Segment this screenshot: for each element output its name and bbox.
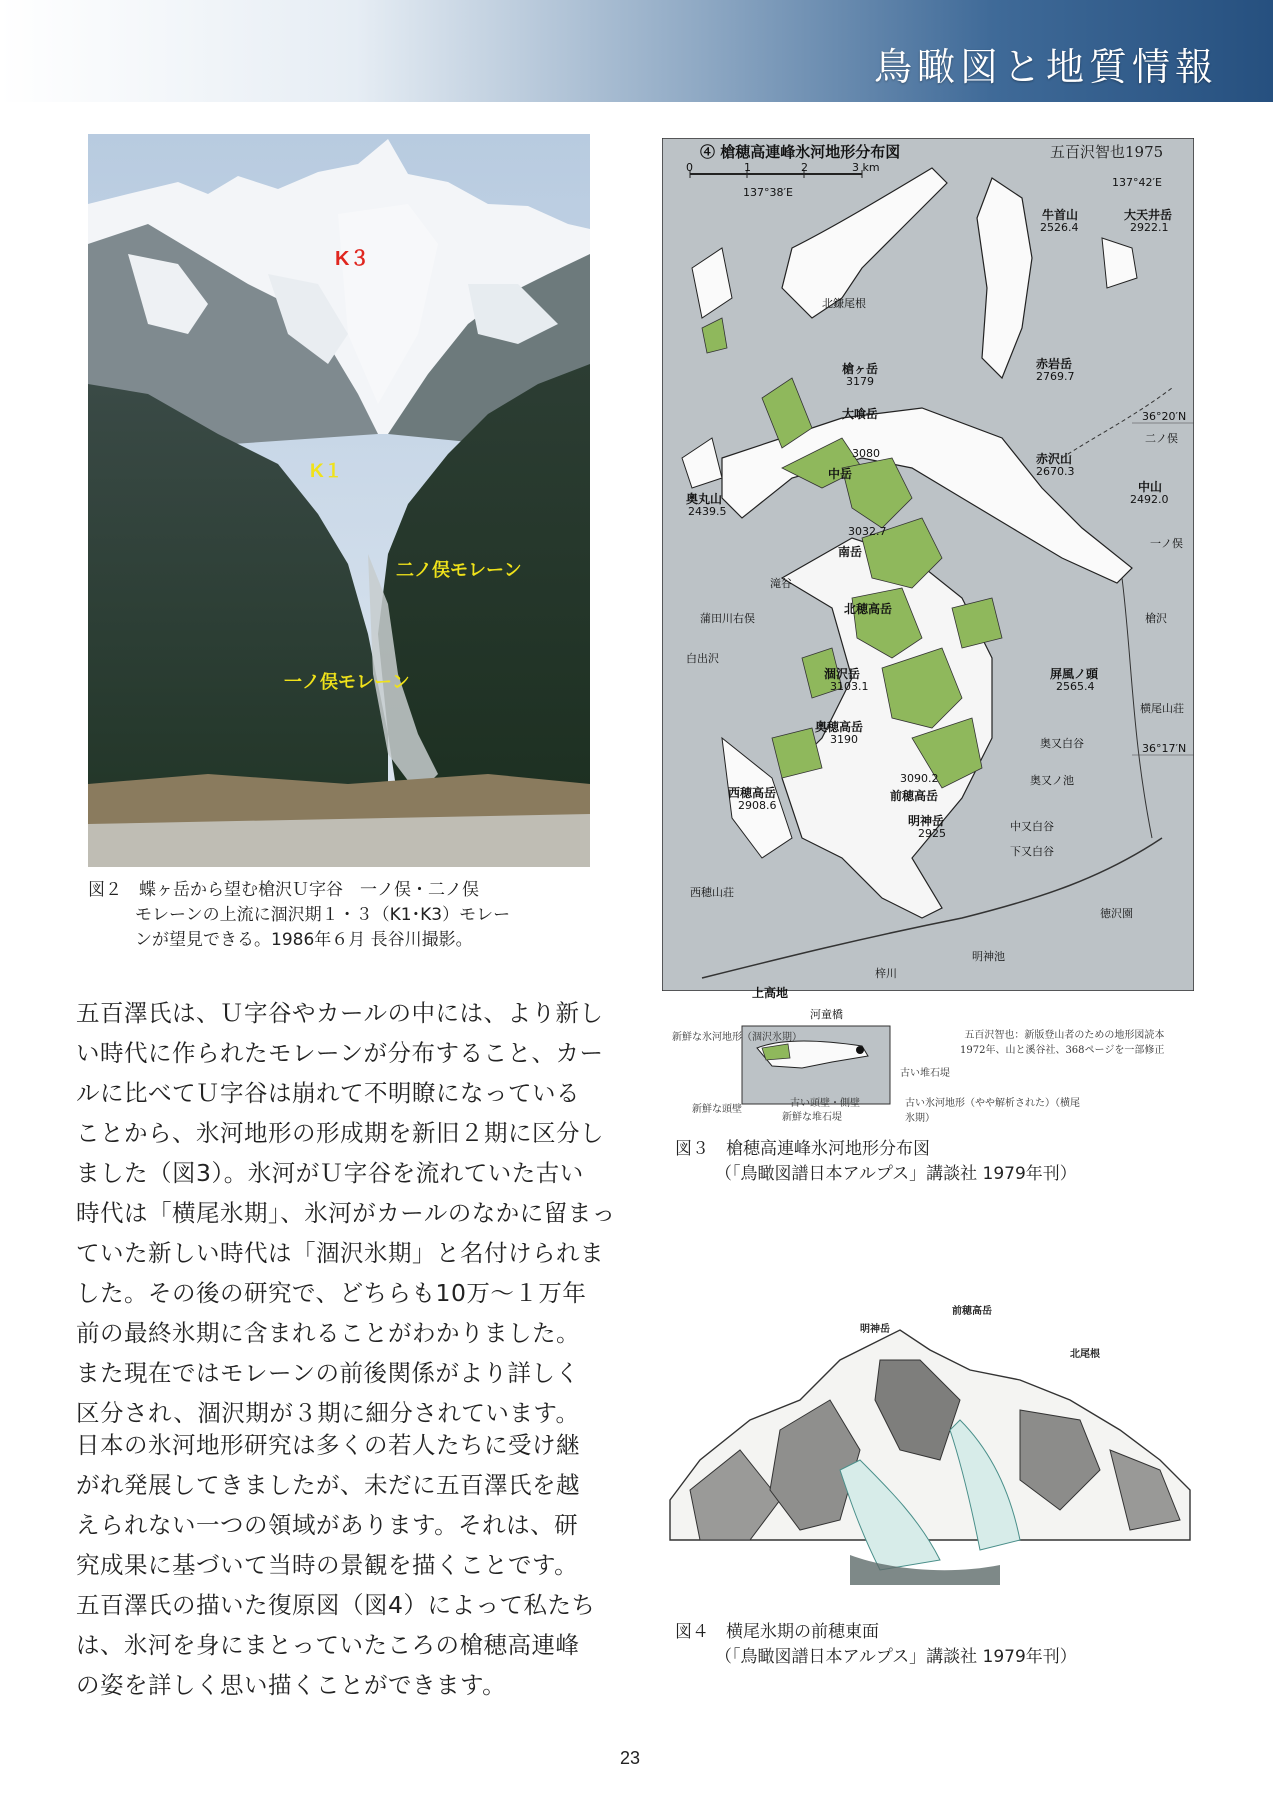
place-label: 上高地 <box>752 986 789 1000</box>
map-title: ④ 槍穂高連峰氷河地形分布図 <box>700 143 901 161</box>
text-line: の姿を詳しく思い描くことができます。 <box>76 1671 507 1699</box>
text-line: は、氷河を身にまとっていたころの槍穂高連峰 <box>76 1631 580 1659</box>
place-label: 奥又白谷 <box>1040 737 1084 750</box>
place-label: 明神池 <box>972 950 1005 963</box>
peak-label: 大天井岳 <box>1124 208 1173 222</box>
drawing-label-maeho: 前穂高岳 <box>952 1306 992 1317</box>
source-line: 五百沢智也：新版登山者のための地形図読本 <box>964 1030 1165 1041</box>
peak-elev: 3090.2 <box>900 772 939 785</box>
caption-line: ンが望見できる。1986年６月 長谷川撮影。 <box>135 930 473 950</box>
k1-label: K１ <box>310 461 343 482</box>
peak-label: 中山 <box>1138 480 1163 494</box>
peak-label: 西穂高岳 <box>728 786 777 800</box>
map-source <box>960 1028 1164 1058</box>
peak-label: 明神岳 <box>908 814 945 828</box>
peak-label: 大喰岳 <box>842 407 879 421</box>
place-label: 二ノ俣 <box>1145 432 1178 445</box>
peak-label: 奥丸山 <box>686 492 723 506</box>
legend-fresh-headwall: 新鮮な頭壁 <box>692 1104 742 1115</box>
text-line: えられない一つの領域があります。それは、研 <box>76 1511 579 1539</box>
caption-line: 図２ 蝶ヶ岳から望む槍沢Ｕ字谷 一ノ俣・二ノ俣 <box>88 880 479 900</box>
text-line: 五百澤氏の描いた復原図（図4）によって私たち <box>76 1591 596 1619</box>
peak-elev: 2439.5 <box>688 505 727 518</box>
peak-elev: 2492.0 <box>1130 493 1169 506</box>
peak-elev: 3032.7 <box>848 525 887 538</box>
legend-old-headwall: 古い頭壁・側壁 <box>790 1098 860 1109</box>
coord-label: 137°42′E <box>1112 176 1162 189</box>
peak-elev: 2908.6 <box>738 799 777 812</box>
peak-label: 中岳 <box>828 467 853 481</box>
legend-fresh-glacial: 新鮮な氷河地形（涸沢氷期） <box>672 1032 802 1043</box>
legend-old-moraine: 古い堆石堤 <box>900 1068 950 1079</box>
ninomata-moraine-label: 二ノ俣モレーン <box>396 560 522 580</box>
text-line: ことから、氷河地形の形成期を新旧２期に区分し <box>76 1119 604 1147</box>
caption-line: （「鳥瞰図譜日本アルプス」講談社 1979年刊） <box>715 1647 1077 1667</box>
peak-label: 奥穂高岳 <box>815 720 864 734</box>
text-line: 時代は「横尾氷期」、氷河がカールのなかに留まっ <box>76 1199 616 1227</box>
figure-4-caption <box>675 1620 1195 1670</box>
figure-2-caption <box>88 878 608 953</box>
peak-elev: 2526.4 <box>1040 221 1079 234</box>
peak-elev: 3190 <box>830 733 858 746</box>
text-line: ました（図3）。氷河がＵ字谷を流れていた古い <box>76 1159 584 1187</box>
caption-line: 図４ 横尾氷期の前穂東面 <box>675 1622 879 1642</box>
place-label: 一ノ俣 <box>1150 537 1183 550</box>
place-label: 西穂山荘 <box>690 886 734 899</box>
caption-line: モレーンの上流に涸沢期１・３（K1･K3）モレー <box>135 905 511 925</box>
drawing-label-myojin: 明神岳 <box>860 1324 890 1335</box>
scale-label: 1 <box>744 161 751 174</box>
page-number: 23 <box>620 1748 641 1768</box>
place-label: 河童橋 <box>810 1008 843 1021</box>
place-label: 槍沢 <box>1145 612 1167 625</box>
peak-label: 涸沢岳 <box>824 667 861 681</box>
peak-label: 前穂高岳 <box>890 789 939 803</box>
peak-label: 槍ヶ岳 <box>842 362 879 376</box>
header-title: 鳥瞰図と地質情報 <box>873 45 1218 89</box>
peak-elev: 2769.7 <box>1036 370 1075 383</box>
text-line: がれ発展してきましたが、未だに五百澤氏を越 <box>76 1471 580 1499</box>
text-line: 日本の氷河地形研究は多くの若人たちに受け継 <box>76 1431 580 1459</box>
text-line: い時代に作られたモレーンが分布すること、カー <box>76 1039 604 1067</box>
map-author: 五百沢智也1975 <box>1050 143 1164 161</box>
text-line: また現在ではモレーンの前後関係がより詳しく <box>76 1359 580 1387</box>
place-label: 滝谷 <box>770 577 792 590</box>
place-label: 中又白谷 <box>1010 820 1054 833</box>
peak-elev: 2670.3 <box>1036 465 1075 478</box>
peak-label: 北穂高岳 <box>844 602 893 616</box>
figure-4-drawing <box>660 1300 1200 1600</box>
figure-3-caption <box>675 1137 1195 1187</box>
text-line: ルに比べてＵ字谷は崩れて不明瞭になっている <box>76 1079 580 1107</box>
figure-3-map <box>662 138 1194 991</box>
peak-elev: 3179 <box>846 375 874 388</box>
coord-label: 137°38′E <box>743 186 793 199</box>
body-paragraph-1 <box>76 993 616 1433</box>
scale-label: 3 km <box>852 161 880 174</box>
place-label: 奥又ノ池 <box>1030 774 1074 787</box>
legend-fresh-moraine: 新鮮な堆石堤 <box>782 1112 842 1123</box>
peak-label: 赤沢山 <box>1036 452 1073 466</box>
scale-label: 0 <box>686 161 693 174</box>
maehotaka-east-face-drawing <box>660 1300 1200 1600</box>
coord-label: 36°20′N <box>1142 410 1187 423</box>
place-label: 徳沢園 <box>1100 907 1133 920</box>
peak-elev: 2922.1 <box>1130 221 1169 234</box>
caption-line: （「鳥瞰図譜日本アルプス」講談社 1979年刊） <box>715 1164 1077 1184</box>
peak-elev: 3103.1 <box>830 680 869 693</box>
peak-label: 屏風ノ頭 <box>1050 667 1099 681</box>
peak-elev: 2925 <box>918 827 946 840</box>
place-label: 北鎌尾根 <box>822 297 866 310</box>
body-paragraph-2 <box>76 1425 616 1705</box>
scale-label: 2 <box>801 161 808 174</box>
peak-label: 赤岩岳 <box>1036 357 1073 371</box>
peak-label: 南岳 <box>838 545 863 559</box>
source-line: 1972年、山と溪谷社、368ページを一部修正 <box>960 1045 1165 1056</box>
place-label: 下又白谷 <box>1010 845 1054 858</box>
peak-label: 牛首山 <box>1042 208 1079 222</box>
caption-line: 図３ 槍穂高連峰氷河地形分布図 <box>675 1139 930 1159</box>
legend-old-glacial: 古い氷河地形（やや解析された）（横尾氷期） <box>905 1098 1080 1124</box>
ichinomata-moraine-label: 一ノ俣モレーン <box>284 672 410 692</box>
text-line: 究成果に基づいて当時の景観を描くことです。 <box>76 1551 579 1579</box>
coord-label: 36°17′N <box>1142 742 1187 755</box>
k3-label: K３ <box>335 248 370 270</box>
place-label: 蒲田川右俣 <box>700 612 755 625</box>
figure-2-photo <box>88 134 590 867</box>
page-header <box>0 0 1273 102</box>
drawing-label-kitaone: 北尾根 <box>1070 1349 1100 1360</box>
place-label: 横尾山荘 <box>1140 702 1184 715</box>
place-label: 梓川 <box>875 967 897 980</box>
text-line: 五百澤氏は、Ｕ字谷やカールの中には、より新し <box>76 999 604 1027</box>
peak-elev: 3080 <box>852 447 880 460</box>
place-label: 白出沢 <box>686 652 719 665</box>
peak-elev: 2565.4 <box>1056 680 1095 693</box>
text-line: 区分され、涸沢期が３期に細分されています。 <box>76 1399 580 1427</box>
glacial-landform-map <box>662 138 1194 991</box>
text-line: ていた新しい時代は「涸沢氷期」と名付けられま <box>76 1239 604 1267</box>
text-line: 前の最終氷期に含まれることがわかりました。 <box>76 1319 580 1347</box>
text-line: した。その後の研究で、どちらも10万〜１万年 <box>76 1279 587 1307</box>
